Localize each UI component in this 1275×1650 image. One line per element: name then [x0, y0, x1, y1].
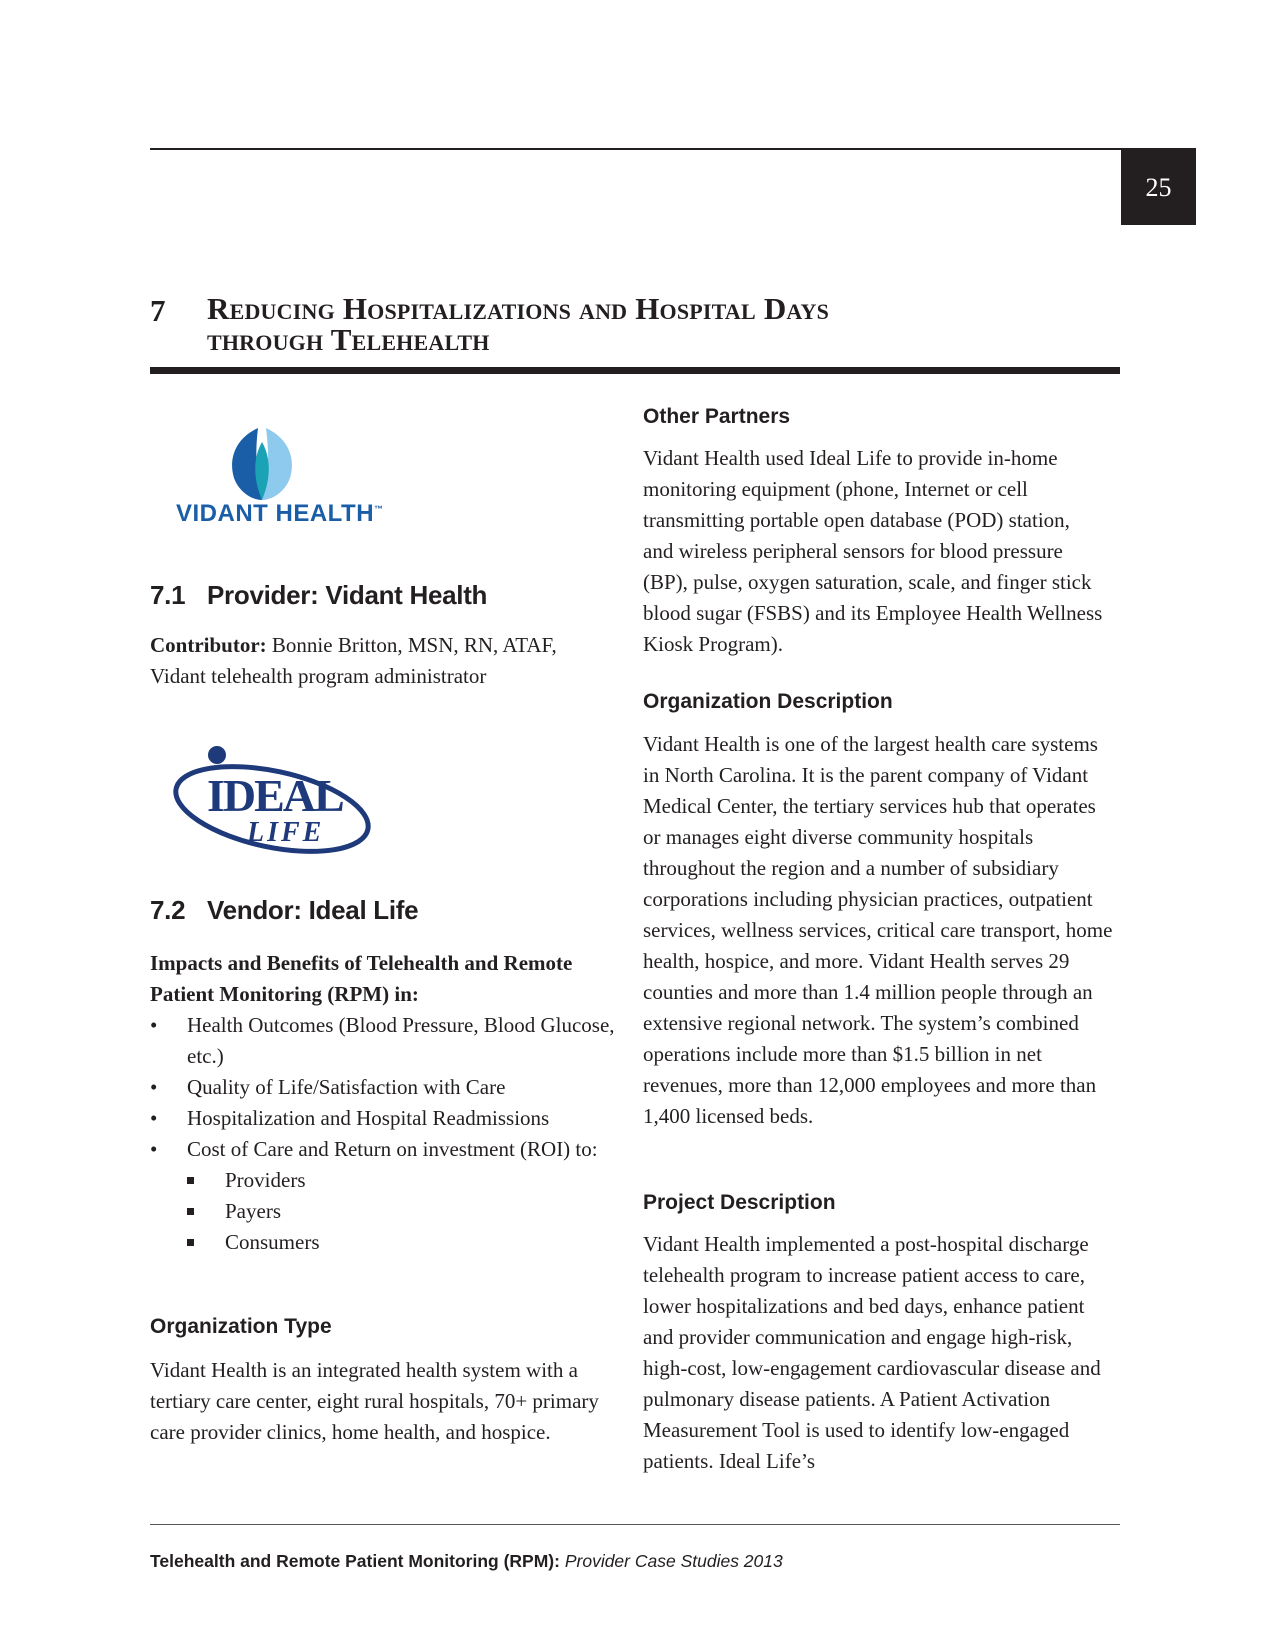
section-number: 7.2: [150, 895, 186, 925]
section-7-2-heading: [150, 895, 418, 926]
trademark-mark: ™: [374, 504, 384, 514]
footer-rule: [150, 1524, 1120, 1525]
life-logo-text: LIFE: [247, 817, 325, 848]
sub-list-item: [150, 1196, 620, 1227]
project-text: Vidant Health implemented a post-hospital discharge telehealth program to increase patient access to care, lower hospitalizations and bed days, enhance patient and provider communication and engage high-risk, high-cost, low-engagement cardiovascular disease and pulmonary disease patients. A Patient Activation Measurement Tool is used to identify low-engaged patients. Ideal Life’s: [643, 1232, 1101, 1473]
bullet-mark: •: [150, 1075, 158, 1099]
square-bullet-icon: [187, 1239, 194, 1246]
list-item-text: Quality of Life/Satisfaction with Care: [187, 1075, 506, 1099]
list-item: [150, 1010, 620, 1072]
square-bullet-icon: [187, 1208, 194, 1215]
bullet-mark: •: [150, 1106, 158, 1130]
list-item-text: Cost of Care and Return on investment (ROI) to:: [187, 1137, 598, 1161]
impacts-heading-line1: Impacts and Benefits of Telehealth and Remote: [150, 951, 573, 975]
vidant-health-logo: [176, 428, 406, 548]
ideal-logo-text: IDEAL: [207, 770, 343, 821]
contributor-label: Contributor:: [150, 633, 267, 657]
footer: [150, 1551, 783, 1572]
org-desc-heading: Organization Description: [643, 690, 893, 713]
chapter-title: [207, 293, 829, 355]
contributor-info: [150, 630, 610, 692]
project-heading: Project Description: [643, 1191, 836, 1214]
list-item: [150, 1072, 620, 1103]
sub-list-item-text: Payers: [225, 1199, 281, 1223]
list-item-text: Hospitalization and Hospital Readmissions: [187, 1106, 550, 1130]
partners-text: Vidant Health used Ideal Life to provide in-home monitoring equipment (phone, Internet or cell transmitting portable open database (POD) station, and wireless peripheral sensors for blood pressure (BP), pulse, oxygen saturation, scale, and finger stick blood sugar (FSBS) and its Employee Health Wellness Kiosk Program).: [643, 446, 1103, 656]
page-number: 25: [1121, 150, 1196, 225]
section-7-1-heading: [150, 580, 487, 611]
sub-list: [150, 1165, 620, 1258]
sub-list-container: [150, 1165, 620, 1258]
impacts-heading-line2: Patient Monitoring (RPM) in:: [150, 982, 419, 1006]
list-item-text: Health Outcomes (Blood Pressure, Blood Glucose, etc.): [187, 1013, 615, 1068]
bullet-mark: •: [150, 1013, 158, 1037]
chapter-title-line2: through Telehealth: [207, 322, 490, 357]
org-desc-text: Vidant Health is one of the largest health care systems in North Carolina. It is the parent company of Vidant Medical Center, the tertiary services hub that operates or manages eight diverse community hospitals throughout the region and a number of subsidiary corporations including physician practices, outpatient services, wellness services, critical care transport, home health, hospice, and more. Vidant Health serves 29 counties and more than 1.4 million people through an extensive regional network. The system’s combined operations include more than $1.5 billion in net revenues, more than 12,000 employees and more than 1,400 licensed beds.: [643, 732, 1113, 1128]
sub-list-item: [150, 1227, 620, 1258]
impacts-list: [150, 1010, 620, 1258]
header-rule: [150, 148, 1196, 150]
square-bullet-icon: [187, 1177, 194, 1184]
chapter-rule: [150, 367, 1120, 374]
contributor-role: Vidant telehealth program administrator: [150, 664, 487, 688]
sub-list-item-text: Consumers: [225, 1230, 320, 1254]
chapter-number: 7: [150, 293, 166, 328]
section-title: Vendor: Ideal Life: [207, 895, 419, 925]
org-type-text: Vidant Health is an integrated health system with a tertiary care center, eight rural hospitals, 70+ primary care provider clinics, home health, and hospice.: [150, 1358, 599, 1444]
footer-subtitle: Provider Case Studies 2013: [559, 1551, 783, 1571]
chapter-title-line1: Reducing Hospitalizations and Hospital Days: [207, 291, 830, 326]
impacts-heading: [150, 948, 620, 1010]
org-type-heading: Organization Type: [150, 1315, 332, 1338]
list-item: [150, 1103, 620, 1134]
sub-list-item-text: Providers: [225, 1168, 306, 1192]
bullet-mark: •: [150, 1137, 158, 1161]
ideal-life-logo: [167, 745, 377, 865]
section-number: 7.1: [150, 580, 186, 610]
section-title: Provider: Vidant Health: [207, 580, 488, 610]
contributor-name: Bonnie Britton, MSN, RN, ATAF,: [266, 633, 557, 657]
sub-list-item: [150, 1165, 620, 1196]
list-item: [150, 1134, 620, 1165]
footer-title: Telehealth and Remote Patient Monitoring (RPM):: [150, 1551, 560, 1571]
vidant-logo-text: VIDANT HEALTH: [176, 500, 375, 527]
partners-heading: Other Partners: [643, 405, 791, 428]
